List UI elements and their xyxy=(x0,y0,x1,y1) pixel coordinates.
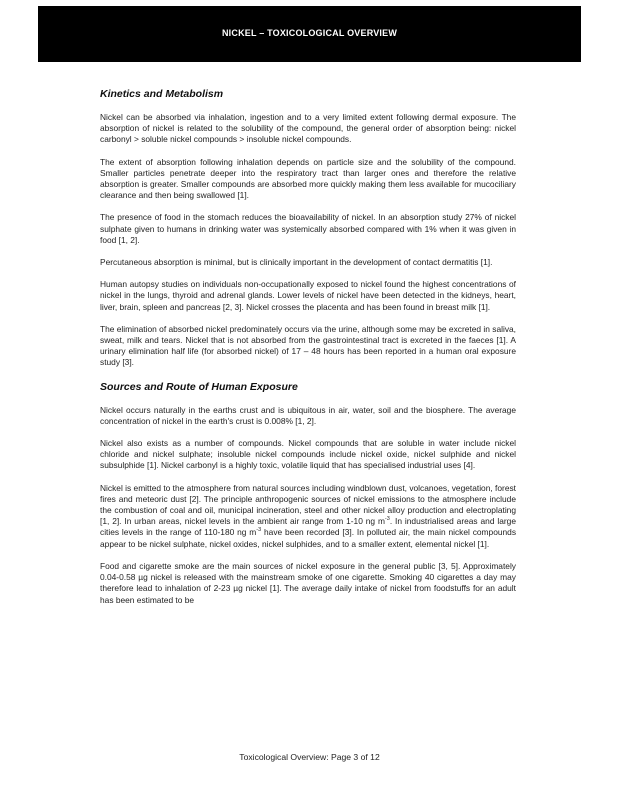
superscript: -3 xyxy=(256,527,262,534)
text-run: Nickel is emitted to the atmosphere from natural sources including windblown dust, volcanoes, vegetation, forest fires and meteoric dust [2]. The principle anthropogenic sources of nickel emissions to the atmosphere include the combustion of coal and oil, municipal incineration, steel and other nickel alloy production and electroplating [1, 2]. In urban areas, nickel levels in the ambient air range from 1-10 ng m xyxy=(100,482,516,527)
header-band xyxy=(38,6,581,62)
paragraph: Human autopsy studies on individuals non-occupationally exposed to nickel found the highest concentrations of nickel in the lungs, thyroid and adrenal glands. Lower levels of nickel have been detected in the kidneys, heart, liver, brain, spleen and pancreas [2, 3]. Nickel crosses the placenta and has been found in breast milk [1]. xyxy=(100,279,516,312)
paragraph: Food and cigarette smoke are the main sources of nickel exposure in the general public [3, 5]. Approximately 0.04-0.58 µg nickel is released with the mainstream smoke of one cigarette. Smoking 40 cigarettes a day may therefore lead to inhalation of 2-23 µg nickel [1]. The average daily intake of nickel from foodstuffs for an adult has been estimated to be xyxy=(100,560,516,605)
text-run: have been recorded [3]. In polluted air, the main nickel compounds appear to be nickel sulphate, nickel oxides, nickel sulphides, and to a smaller extent, elemental nickel [1]. xyxy=(100,527,517,549)
paragraph: The elimination of absorbed nickel predominately occurs via the urine, although some may be excreted in saliva, sweat, milk and tears. Nickel that is not absorbed from the gastrointestinal tract is excreted in the faeces [1]. A urinary elimination half life (for absorbed nickel) of 17 – 48 hours has been reported in a human oral exposure study [3]. xyxy=(100,323,516,368)
text-run: . In industrialised areas and large cities levels in the range of 110-180 ng m xyxy=(100,516,516,538)
paragraph: The extent of absorption following inhalation depends on particle size and the solubility of the compound. Smaller particles penetrate deeper into the respiratory tract than larger ones and therefore the relative absorption is greater. Smaller compounds are absorbed more quickly making them less available for mucociliary clearance and then being swallowed [1]. xyxy=(100,156,516,201)
superscript: -3 xyxy=(384,516,390,523)
page-content xyxy=(100,88,516,617)
section-heading-sources: Sources and Route of Human Exposure xyxy=(100,380,298,393)
paragraph: The presence of food in the stomach reduces the bioavailability of nickel. In an absorption study 27% of nickel sulphate given to humans in drinking water was systemically absorbed compared with 1% when it was given in food [1, 2]. xyxy=(100,212,516,245)
paragraph: Nickel also exists as a number of compounds. Nickel compounds that are soluble in water include nickel chloride and nickel sulphate; insoluble nickel compounds include nickel oxide, nickel sulphide and nickel subsulphide [1]. Nickel carbonyl is a highly toxic, volatile liquid that has specialised industrial uses [4]. xyxy=(100,438,516,471)
paragraph: Percutaneous absorption is minimal, but is clinically important in the development of contact dermatitis [1]. xyxy=(100,257,493,268)
paragraph-emissions xyxy=(100,483,516,550)
document-title: NICKEL – TOXICOLOGICAL OVERVIEW xyxy=(221,27,398,38)
paragraph: Nickel occurs naturally in the earths crust and is ubiquitous in air, water, soil and the biosphere. The average concentration of nickel in the earth's crust is 0.008% [1, 2]. xyxy=(100,404,516,426)
section-heading-kinetics: Kinetics and Metabolism xyxy=(100,88,224,100)
paragraph: Nickel can be absorbed via inhalation, ingestion and to a very limited extent following dermal exposure. The absorption of nickel is related to the solubility of the compound, the general order of absorption being: nickel carbonyl > soluble nickel compounds > insoluble nickel compounds. xyxy=(100,112,516,145)
page-footer: Toxicological Overview: Page 3 of 12 xyxy=(239,752,380,762)
